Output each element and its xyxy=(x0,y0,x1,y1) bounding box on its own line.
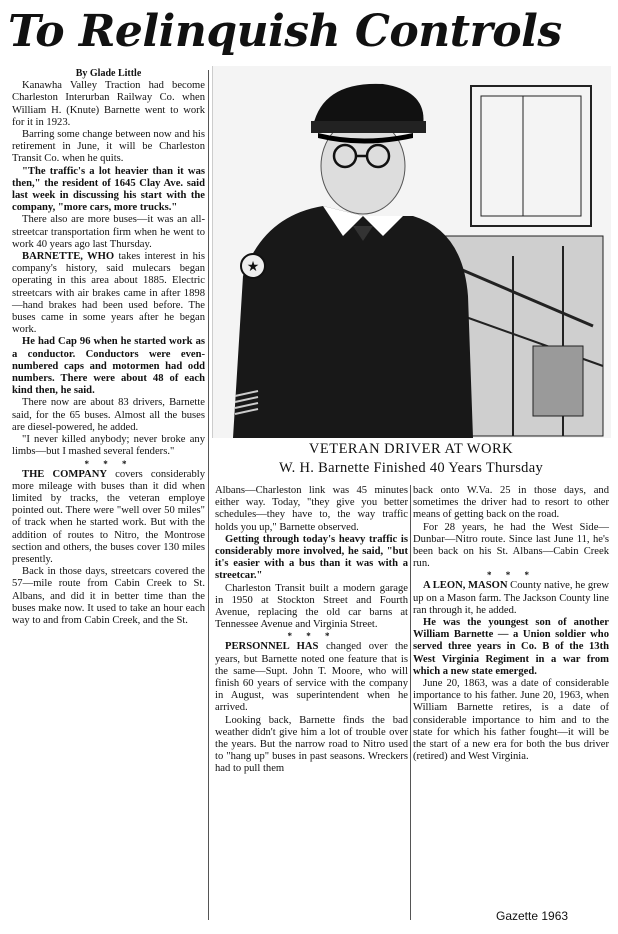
paragraph: There now are about 83 drivers, Barnette said, for the 65 buses. Almost all the buses are diesel-powered, he added. xyxy=(12,397,205,433)
section-lead: PERSONNEL HAS xyxy=(225,641,319,653)
article-column-3 xyxy=(413,485,609,763)
photo-caption-title: VETERAN DRIVER AT WORK xyxy=(308,441,514,457)
paragraph: A LEON, MASON County native, he grew up on a Mason farm. The Jackson County line ran through it, he added. xyxy=(413,580,610,616)
driver-photo-illustration xyxy=(213,66,611,438)
paragraph: PERSONNEL HAS changed over the years, but Barnette noted one feature that is the same—Supt. John T. Moore, who will finish 60 years of service with the company in August, was superintendent when he arrived. xyxy=(215,641,408,714)
paragraph: June 20, 1863, was a date of considerable importance to his father. June 20, 1963, when William Barnette retires, is a date of considerable importance to him and to the state for which his father fought—it will be the start of a new era for both the bus driver (retired) and West Virginia. xyxy=(413,678,609,763)
paragraph: He had Cap 96 when he started work as a conductor. Conductors were even-numbered caps and motormen had odd numbers. There were about 48 of each kind then, he said. xyxy=(12,336,205,397)
headline: To Relinquish Controls xyxy=(8,6,562,57)
column-rule xyxy=(410,485,411,920)
paragraph: For 28 years, he had the West Side—Dunbar—Nitro route. Since last June 11, he's been back on his St. Albans—Cabin Creek run. xyxy=(413,521,609,570)
section-lead: BARNETTE, WHO xyxy=(22,251,115,263)
article-column-1 xyxy=(12,68,205,627)
source-credit: Gazette 1963 xyxy=(496,909,569,923)
paragraph: He was the youngest son of another William Barnette — a Union soldier who served three years in Co. B of the 13th West Virginia Regiment in a war from which a new state emerged. xyxy=(413,617,609,677)
photo-veteran-driver xyxy=(212,66,611,438)
section-lead: A LEON, MASON xyxy=(423,580,508,592)
paragraph: Albans—Charleston link was 45 minutes either way. Today, "they give you better schedules—they have to, the way traffic holds you up," Barnette observed. xyxy=(215,485,408,533)
paragraph: Getting through today's heavy traffic is considerably more involved, he said, "but it's easier with a bus than it was with a streetcar." xyxy=(215,533,408,582)
paragraph: Barring some change between now and his retirement in June, it will be Charleston Transit Co. when he quits. xyxy=(12,129,205,165)
paragraph: THE COMPANY covers considerably more mileage with buses than it did when limited by tracks, the veteran employe pointed out. There were "well over 50 miles" of track when he started work. But with the addition of routes to Nitro, the Montrose section and others, the buses cover 130 miles presently. xyxy=(12,468,206,565)
photo-caption-subtitle: W. H. Barnette Finished 40 Years Thursday xyxy=(278,460,544,476)
paragraph: Charleston Transit built a modern garage in 1950 at Stockton Street and Fourth Avenue, replacing the old car barns at Tennessee Avenue and Virginia Street. xyxy=(215,582,408,631)
article-column-2 xyxy=(215,485,408,776)
section-lead: THE COMPANY xyxy=(22,468,108,480)
paragraph: "I never killed anybody; never broke any limbs—but I mashed several fenders." xyxy=(12,434,205,458)
svg-text:★: ★ xyxy=(246,259,260,275)
paragraph: Kanawha Valley Traction had become Charleston Interurban Railway Co. when William H. (Knute) Barnette went to work for it in 1923. xyxy=(12,80,205,128)
paragraph: There also are more buses—it was an all-streetcar transportation firm when he went to work 40 years ago last Thursday. xyxy=(12,214,205,250)
paragraph: Looking back, Barnette finds the bad weather didn't give him a lot of trouble over the years. But the narrow road to Nitro used to "hang up" buses in past seasons. Wreckers had to pull them xyxy=(215,714,408,775)
section-divider: * * * xyxy=(287,631,336,642)
byline: By Glade Little xyxy=(75,68,142,79)
section-divider: * * * xyxy=(487,570,535,581)
section-divider: * * * xyxy=(84,458,133,469)
paragraph: back onto W.Va. 25 in those days, and sometimes the driver had to resort to other means of getting back on the road. xyxy=(413,485,609,521)
paragraph: BARNETTE, WHO takes interest in his company's history, said mulecars began operating in this area about 1885. Electric streetcars with air brakes came in after 1898—hand brakes had been used before. The buses came in some years after he began work. xyxy=(12,251,205,336)
column-rule xyxy=(208,70,209,920)
paragraph: "The traffic's a lot heavier than it was then," the resident of 1645 Clay Ave. said last week in discussing his start with the company, "more cars, more trucks." xyxy=(12,165,205,214)
paragraph: Back in those days, streetcars covered the 57—mile route from Cabin Creek to St. Albans, and did it in better time than the buses make now. It used to take an hour each way to and from Cabin Creek, and the St. xyxy=(12,566,205,626)
